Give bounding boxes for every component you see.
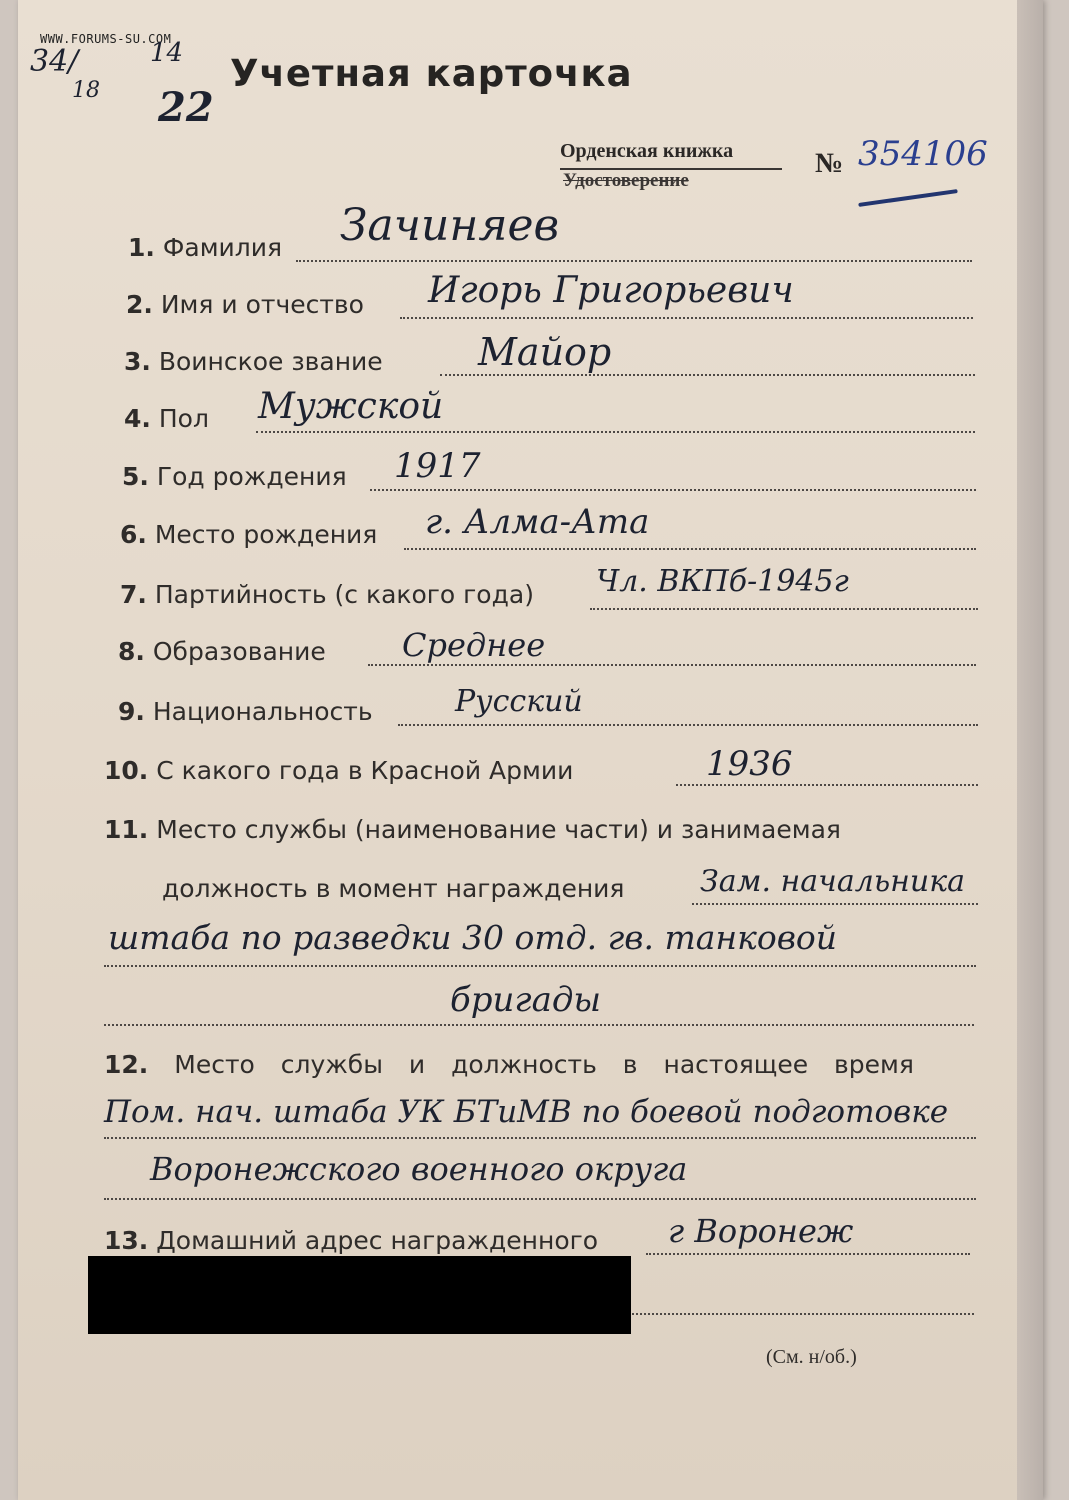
card-edge bbox=[1017, 0, 1043, 1500]
field-4-line bbox=[256, 431, 975, 433]
field-4-value: Мужской bbox=[258, 386, 444, 427]
field-13-label: 13. Домашний адрес награжденного bbox=[104, 1226, 599, 1255]
watermark: WWW.FORUMS-SU.COM bbox=[40, 32, 172, 46]
field-5-value: 1917 bbox=[394, 446, 481, 486]
field-12-line-1 bbox=[104, 1137, 976, 1139]
field-11-label: 11. Место службы (наименование части) и занимаемая bbox=[104, 815, 841, 844]
field-9-value: Русский bbox=[455, 684, 583, 719]
field-2-line bbox=[400, 317, 973, 319]
field-8-value: Среднее bbox=[402, 626, 546, 664]
field-11-value-3: бригады bbox=[450, 980, 602, 1020]
footnote: (См. н/об.) bbox=[766, 1346, 857, 1368]
redaction-bar bbox=[88, 1256, 631, 1334]
field-1-value: Зачиняев bbox=[340, 200, 560, 251]
field-4-label: 4. Пол bbox=[124, 404, 209, 433]
field-6-label: 6. Место рождения bbox=[120, 520, 378, 549]
field-8-line bbox=[368, 664, 976, 666]
field-2-label: 2. Имя и отчество bbox=[126, 290, 364, 319]
field-7-line bbox=[590, 608, 978, 610]
card-title: Учетная карточка bbox=[230, 52, 633, 95]
field-10-label: 10. С какого года в Красной Армии bbox=[104, 756, 574, 785]
order-number: 354106 bbox=[858, 134, 988, 174]
field-13-line bbox=[646, 1253, 970, 1255]
field-3-line bbox=[440, 374, 975, 376]
field-12-line-2 bbox=[104, 1198, 976, 1200]
field-6-value: г. Алма-Ата bbox=[425, 502, 650, 542]
field-11-line-2 bbox=[104, 965, 976, 967]
field-9-line bbox=[398, 724, 978, 726]
order-book-label: Орденская книжка bbox=[560, 140, 734, 162]
field-11-value-2: штаба по разведки 30 отд. гв. танковой bbox=[108, 918, 838, 957]
field-1-label: 1. Фамилия bbox=[128, 233, 283, 262]
field-1-line bbox=[296, 260, 972, 262]
field-10-value: 1936 bbox=[706, 744, 793, 784]
field-8-label: 8. Образование bbox=[118, 637, 326, 666]
corner-note-d: 22 bbox=[158, 84, 214, 131]
field-11-line-3 bbox=[104, 1024, 974, 1026]
field-12-value: Пом. нач. штаба УК БТиМВ по боевой подготовке bbox=[104, 1094, 949, 1130]
corner-note-a: 34/ bbox=[30, 44, 79, 79]
field-9-label: 9. Национальность bbox=[118, 697, 373, 726]
certificate-label: Удостоверение bbox=[563, 170, 689, 191]
field-6-line bbox=[404, 548, 976, 550]
field-3-value: Майор bbox=[478, 330, 612, 374]
field-11-line-1 bbox=[692, 903, 978, 905]
field-11-value: Зам. начальника bbox=[700, 864, 966, 899]
field-2-value: Игорь Григорьевич bbox=[428, 270, 794, 311]
field-13-value: г Воронеж bbox=[668, 1212, 854, 1250]
field-12-value-2: Воронежского военного округа bbox=[150, 1150, 688, 1188]
field-5-line bbox=[370, 489, 976, 491]
field-3-label: 3. Воинское звание bbox=[124, 347, 383, 376]
number-sign: № bbox=[815, 148, 844, 179]
corner-note-c: 14 bbox=[150, 38, 184, 68]
field-12-label: 12. Место службы и должность в настоящее время bbox=[104, 1050, 914, 1079]
corner-note-b: 18 bbox=[72, 78, 100, 103]
field-10-line bbox=[676, 784, 978, 786]
field-7-value: Чл. ВКПб-1945г bbox=[596, 564, 849, 599]
field-11-label-cont: должность в момент награждения bbox=[162, 874, 625, 903]
field-5-label: 5. Год рождения bbox=[122, 462, 347, 491]
field-7-label: 7. Партийность (с какого года) bbox=[120, 580, 534, 609]
